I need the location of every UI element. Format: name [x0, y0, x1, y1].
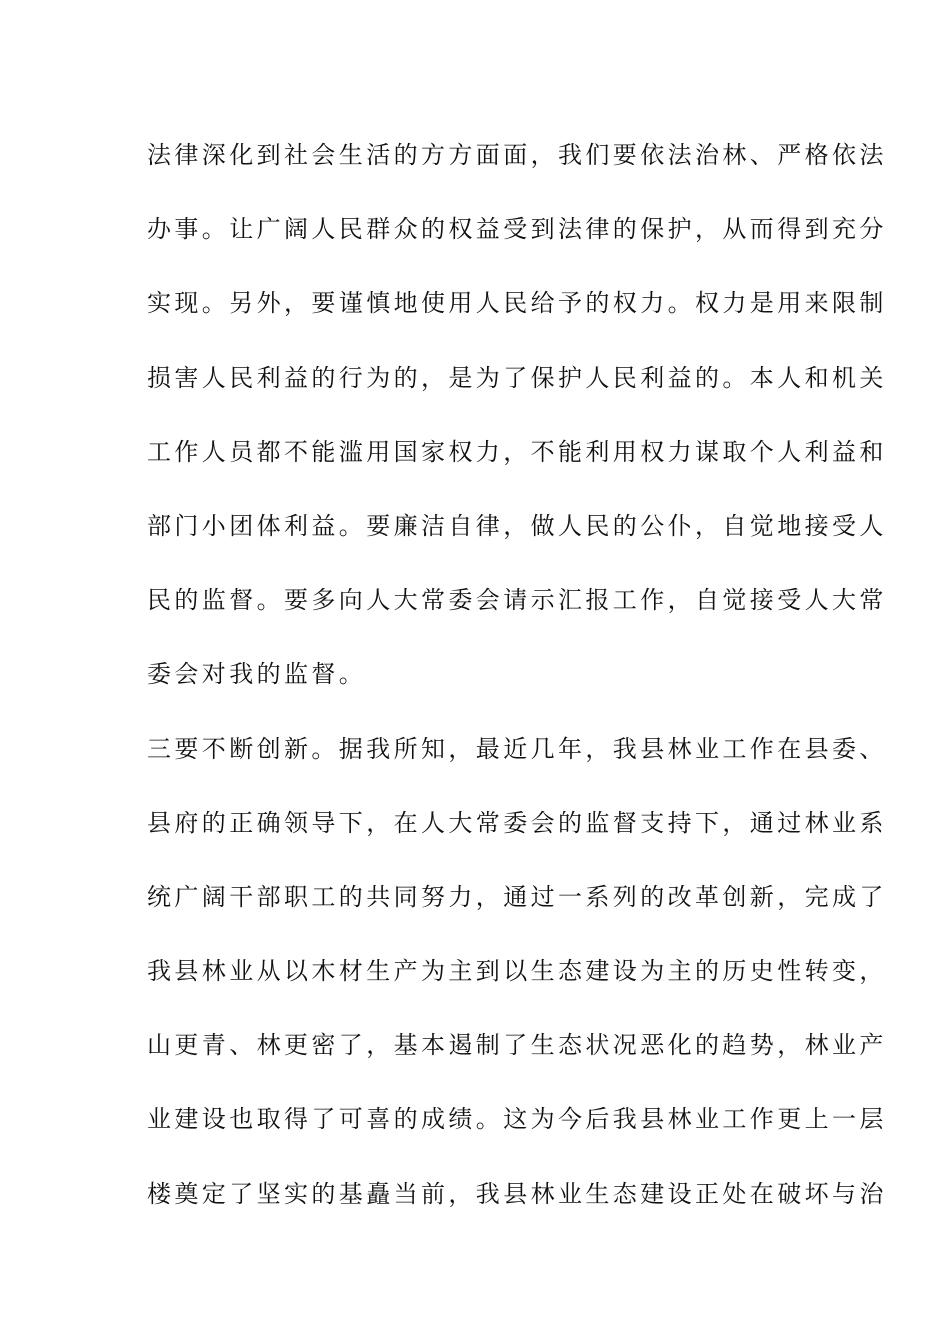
text-line: 民的监督。要多向人大常委会请示汇报工作，自觉接受人大常 [147, 586, 887, 615]
text-line: 业建设也取得了可喜的成绩。这为今后我县林业工作更上一层 [147, 1105, 887, 1134]
document-body [147, 130, 887, 1243]
text-line: 办事。让广阔人民群众的权益受到法律的保护，从而得到充分 [147, 215, 887, 244]
text-line: 县府的正确领导下，在人大常委会的监督支持下，通过林业系 [147, 808, 887, 837]
text-line: 损害人民利益的行为的，是为了保护人民利益的。本人和机关 [147, 363, 887, 392]
text-line: 委会对我的监督。 [147, 660, 367, 689]
text-line: 工作人员都不能滥用国家权力，不能利用权力谋取个人利益和 [147, 437, 887, 466]
text-line: 我县林业从以木材生产为主到以生态建设为主的历史性转变， [147, 957, 887, 986]
text-line: 实现。另外，要谨慎地使用人民给予的权力。权力是用来限制 [147, 289, 887, 318]
text-line: 三要不断创新。据我所知，最近几年，我县林业工作在县委、 [147, 734, 887, 763]
text-line: 楼奠定了坚实的基矗当前，我县林业生态建设正处在破坏与治 [147, 1179, 887, 1208]
text-line: 统广阔干部职工的共同努力，通过一系列的改革创新，完成了 [147, 882, 887, 911]
text-line: 法律深化到社会生活的方方面面，我们要依法治林、严格依法 [147, 141, 887, 169]
text-line: 山更青、林更密了，基本遏制了生态状况恶化的趋势，林业产 [147, 1031, 887, 1060]
text-line: 部门小团体利益。要廉洁自律，做人民的公仆，自觉地接受人 [147, 511, 887, 540]
